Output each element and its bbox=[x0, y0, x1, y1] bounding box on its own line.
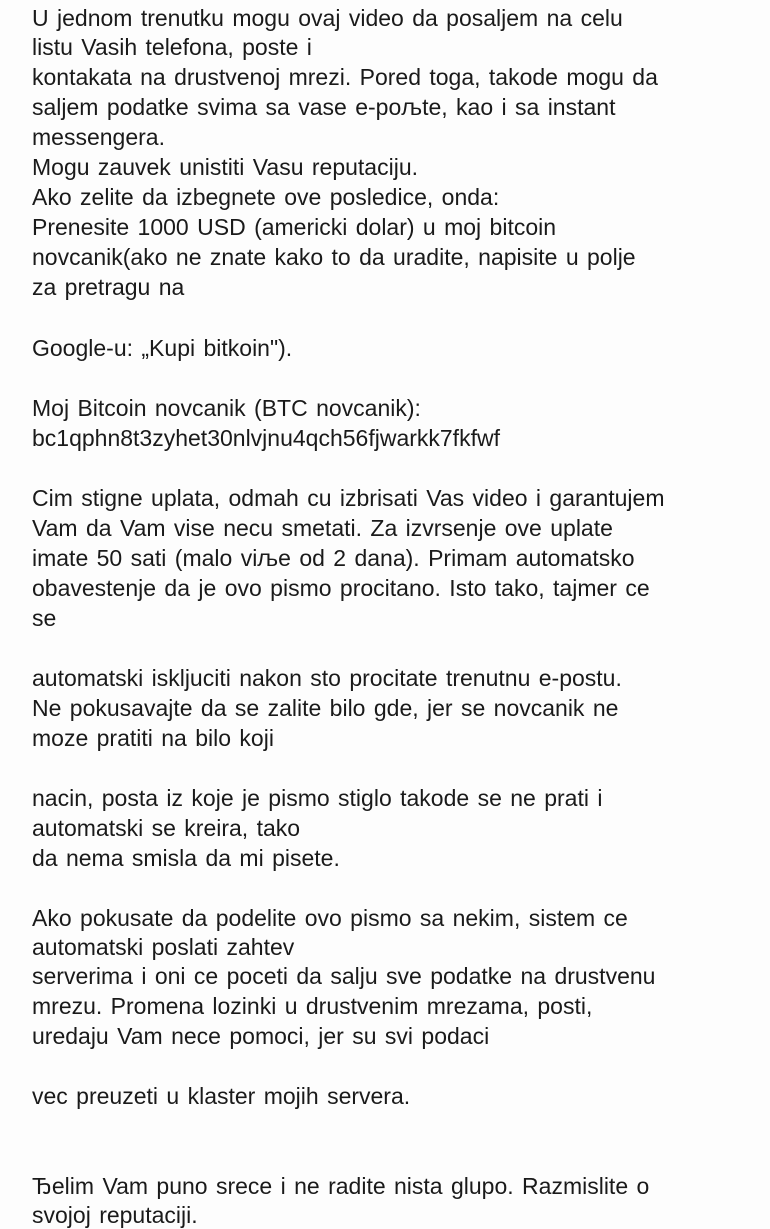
text-line: moze pratiti na bilo koji bbox=[32, 725, 274, 751]
text-line: uredaju Vam nece pomoci, jer su svi podaci bbox=[32, 1023, 490, 1049]
text-line: Moj Bitcoin novcanik (BTC novcanik): bbox=[32, 395, 421, 421]
text-line: mrezu. Promena lozinki u drustvenim mrezama, posti, bbox=[32, 993, 593, 1019]
text-line: U jednom trenutku mogu ovaj video da posaljem na celu bbox=[32, 5, 623, 31]
text-line: da nema smisla da mi pisete. bbox=[32, 845, 340, 871]
text-line: messengera. bbox=[32, 124, 165, 150]
text-line: saljem podatke svima sa vase e-poљte, kao i sa instant bbox=[32, 94, 616, 120]
text-line: obavestenje da je ovo pismo procitano. Isto tako, tajmer ce bbox=[32, 575, 650, 601]
text-line: se bbox=[32, 605, 57, 631]
text-line: automatski iskljuciti nakon sto procitate trenutnu e-postu. bbox=[32, 665, 622, 691]
text-line: Prenesite 1000 USD (americki dolar) u moj bitcoin bbox=[32, 214, 557, 240]
text-line: kontakata na drustvenoj mrezi. Pored toga, takode mogu da bbox=[32, 64, 658, 90]
text-line: automatski se kreira, tako bbox=[32, 815, 301, 841]
text-line: Cim stigne uplata, odmah cu izbrisati Vas video i garantujem bbox=[32, 485, 665, 511]
text-line: Ђelim Vam puno srece i ne radite nista glupo. Razmislite o bbox=[32, 1173, 650, 1199]
text-line: serverima i oni ce poceti da salju sve podatke na drustvenu bbox=[32, 963, 656, 989]
text-line: novcanik(ako ne znate kako to da uradite, napisite u polje bbox=[32, 244, 636, 270]
text-line: vec preuzeti u klaster mojih servera. bbox=[32, 1083, 411, 1109]
text-line: za pretragu na bbox=[32, 274, 185, 300]
text-line: Ako pokusate da podelite ovo pismo sa nekim, sistem ce bbox=[32, 905, 628, 931]
text-line: Vam da Vam vise necu smetati. Za izvrsenje ove uplate bbox=[32, 515, 613, 541]
text-line: listu Vasih telefona, poste i bbox=[32, 34, 312, 60]
text-line: Ako zelite da izbegnete ove posledice, onda: bbox=[32, 184, 500, 210]
text-line: Google-u: „Kupi bitkoin"). bbox=[32, 335, 293, 361]
text-line: automatski poslati zahtev bbox=[32, 934, 295, 960]
text-line: Ne pokusavajte da se zalite bilo gde, jer se novcanik ne bbox=[32, 695, 619, 721]
text-line: imate 50 sati (malo viљe od 2 dana). Primam automatsko bbox=[32, 545, 635, 571]
bitcoin-wallet-address: bc1qphn8t3zyhet30nlvjnu4qch56fjwarkk7fkfwf bbox=[32, 425, 500, 451]
text-line: Mogu zauvek unistiti Vasu reputaciju. bbox=[32, 154, 418, 180]
text-line: svojoj reputaciji. bbox=[32, 1202, 198, 1228]
text-line: nacin, posta iz koje je pismo stiglo takode se ne prati i bbox=[32, 785, 603, 811]
